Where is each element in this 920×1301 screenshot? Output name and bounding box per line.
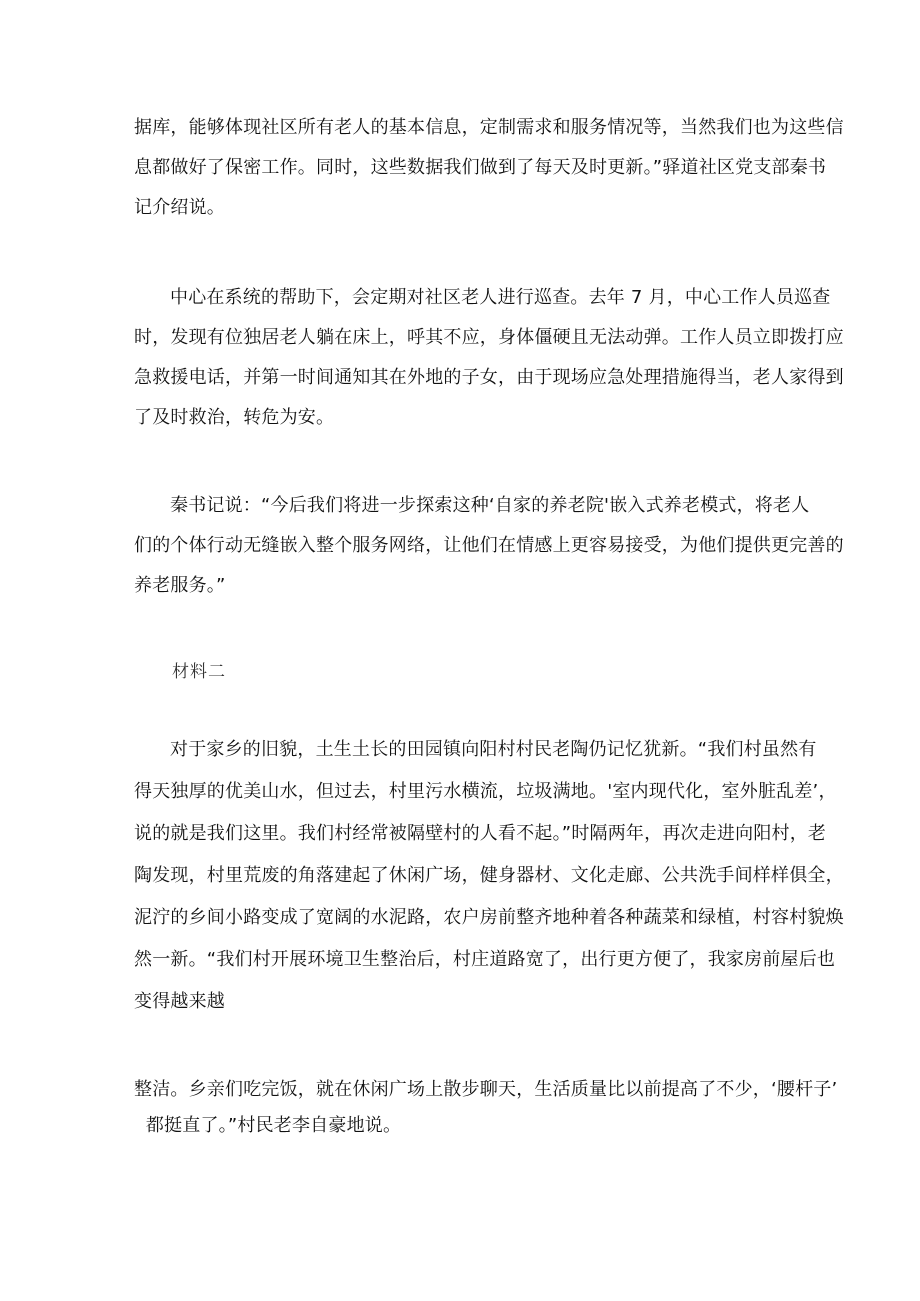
paragraph-line: 然一新。“我们村开展环境卫生整治后，村庄道路宽了，出行更方便了，我家房前屋后也 — [134, 949, 836, 970]
paragraph-line: 急救援电话，并第一时间通知其在外地的子女，由于现场应急处理措施得当，老人家得到 — [134, 367, 844, 388]
paragraph-line: 陶发现，村里荒废的角落建起了休闲广场，健身器材、文化走廊、公共洗手间样样俱全， — [134, 865, 844, 886]
paragraph-line: 秦书记说：“今后我们将进一步探索这种‘自家的养老院'嵌入式养老模式，将老人 — [170, 495, 810, 516]
paragraph-line: 都挺直了。”村民老李自豪地说。 — [134, 1115, 402, 1136]
paragraph-line: 对于家乡的旧貌，土生土长的田园镇向阳村村民老陶仍记忆犹新。“我们村虽然有 — [170, 739, 817, 760]
paragraph-line: 泥泞的乡间小路变成了宽阔的水泥路，农户房前整齐地种着各种蔬菜和绿植，村容村貌焕 — [134, 907, 844, 928]
paragraph-line: 变得越来越 — [134, 991, 225, 1012]
paragraph-line: 息都做好了保密工作。同时，这些数据我们做到了每天及时更新。”驿道社区党支部秦书 — [134, 157, 827, 178]
paragraph-line: 得天独厚的优美山水，但过去，村里污水横流，垃圾满地。'室内现代化，室外脏乱差’， — [134, 781, 837, 802]
paragraph-line: 养老服务。” — [134, 575, 226, 596]
paragraph-line: 整洁。乡亲们吃完饭，就在休闲广场上散步聊天，生活质量比以前提高了不少，‘腰杆子’ — [134, 1079, 838, 1100]
section-heading: 材料二 — [172, 662, 226, 682]
paragraph-line: 说的就是我们这里。我们村经常被隔壁村的人看不起。”时隔两年，再次走进向阳村，老 — [134, 823, 827, 844]
paragraph-line: 记介绍说。 — [134, 197, 225, 218]
paragraph-line: 中心在系统的帮助下，会定期对社区老人进行巡查。去年 7 月，中心工作人员巡查 — [170, 287, 831, 308]
paragraph-line: 据库，能够体现社区所有老人的基本信息，定制需求和服务情况等，当然我们也为这些信 — [134, 117, 844, 138]
paragraph-line: 时，发现有位独居老人躺在床上，呼其不应，身体僵硬且无法动弹。工作人员立即拨打应 — [134, 327, 844, 348]
paragraph-line: 了及时救治，转危为安。 — [134, 407, 335, 428]
paragraph-line: 们的个体行动无缝嵌入整个服务网络，让他们在情感上更容易接受，为他们提供更完善的 — [134, 535, 844, 556]
